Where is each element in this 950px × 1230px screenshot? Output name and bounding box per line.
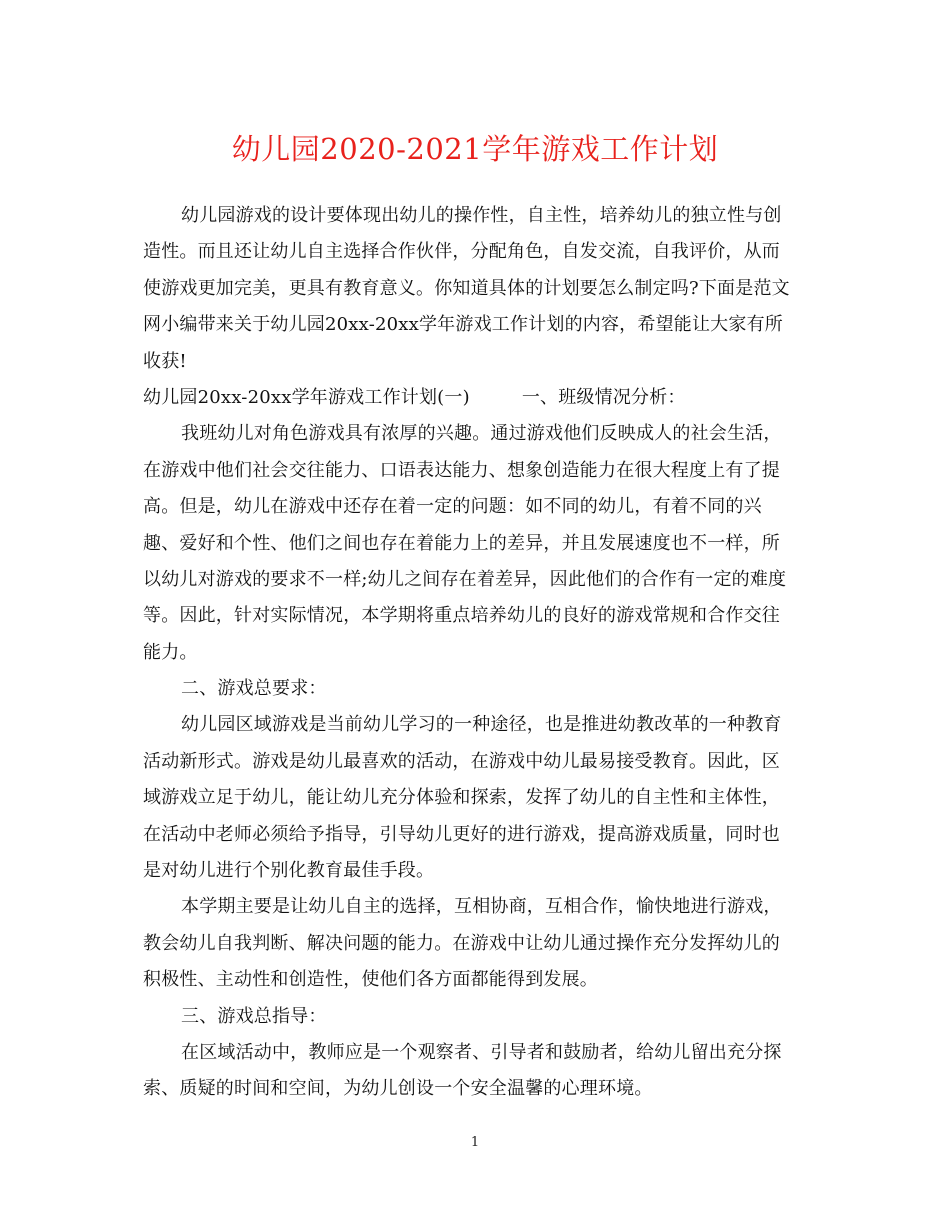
paragraph-line: 索、质疑的时间和空间，为幼儿创设一个安全温馨的心理环境。 — [143, 1078, 653, 1100]
section-heading: 三、游戏总指导： — [181, 1005, 327, 1027]
document-title: 幼儿园2020-2021学年游戏工作计划 — [231, 132, 719, 166]
section-heading: 一、班级情况分析： — [521, 386, 686, 408]
paragraph-line: 造性。而且还让幼儿自主选择合作伙伴，分配角色，自发交流，自我评价，从而 — [143, 241, 780, 263]
paragraph-line: 在游戏中他们社会交往能力、口语表达能力、想象创造能力在很大程度上有了提 — [143, 459, 780, 481]
paragraph-line: 在区域活动中，教师应是一个观察者、引导者和鼓励者，给幼儿留出充分探 — [181, 1041, 782, 1063]
paragraph-line: 收获! — [143, 350, 187, 372]
section-heading: 二、游戏总要求： — [181, 678, 327, 700]
paragraph-line: 以幼儿对游戏的要求不一样;幼儿之间存在着差异，因此他们的合作有一定的难度 — [143, 568, 787, 590]
paragraph-line: 等。因此，针对实际情况，本学期将重点培养幼儿的良好的游戏常规和合作交往 — [143, 605, 780, 627]
paragraph-line: 趣、爱好和个性、他们之间也存在着能力上的差异，并且发展速度也不一样，所 — [143, 532, 780, 554]
plan-subtitle: 幼儿园20xx-20xx学年游戏工作计划(一) — [143, 386, 470, 408]
paragraph-line: 本学期主要是让幼儿自主的选择，互相协商，互相合作，愉快地进行游戏， — [181, 896, 782, 918]
paragraph-line: 活动新形式。游戏是幼儿最喜欢的活动，在游戏中幼儿最易接受教育。因此，区 — [143, 750, 780, 772]
paragraph-line: 域游戏立足于幼儿，能让幼儿充分体验和探索，发挥了幼儿的自主性和主体性， — [143, 787, 780, 809]
document-body — [143, 198, 813, 1108]
paragraph-line: 在活动中老师必须给予指导，引导幼儿更好的进行游戏，提高游戏质量，同时也 — [143, 823, 780, 845]
paragraph-line: 积极性、主动性和创造性，使他们各方面都能得到发展。 — [143, 969, 598, 991]
paragraph-line: 网小编带来关于幼儿园20xx-20xx学年游戏工作计划的内容，希望能让大家有所 — [143, 314, 783, 336]
paragraph-line: 能力。 — [143, 641, 198, 663]
paragraph-line: 教会幼儿自我判断、解决问题的能力。在游戏中让幼儿通过操作充分发挥幼儿的 — [143, 932, 780, 954]
paragraph-line: 幼儿园区域游戏是当前幼儿学习的一种途径，也是推进幼教改革的一种教育 — [181, 714, 782, 736]
page-number: 1 — [470, 1135, 480, 1150]
paragraph-line: 使游戏更加完美，更具有教育意义。你知道具体的计划要怎么制定吗?下面是范文 — [143, 277, 790, 299]
paragraph-line: 高。但是，幼儿在游戏中还存在着一定的问题：如不同的幼儿，有着不同的兴 — [143, 496, 762, 518]
paragraph-line: 幼儿园游戏的设计要体现出幼儿的操作性，自主性，培养幼儿的独立性与创 — [181, 205, 782, 226]
section-heading-line — [143, 380, 813, 416]
paragraph-line: 是对幼儿进行个别化教育最佳手段。 — [143, 860, 435, 882]
paragraph-line: 我班幼儿对角色游戏具有浓厚的兴趣。通过游戏他们反映成人的社会生活， — [181, 423, 782, 445]
